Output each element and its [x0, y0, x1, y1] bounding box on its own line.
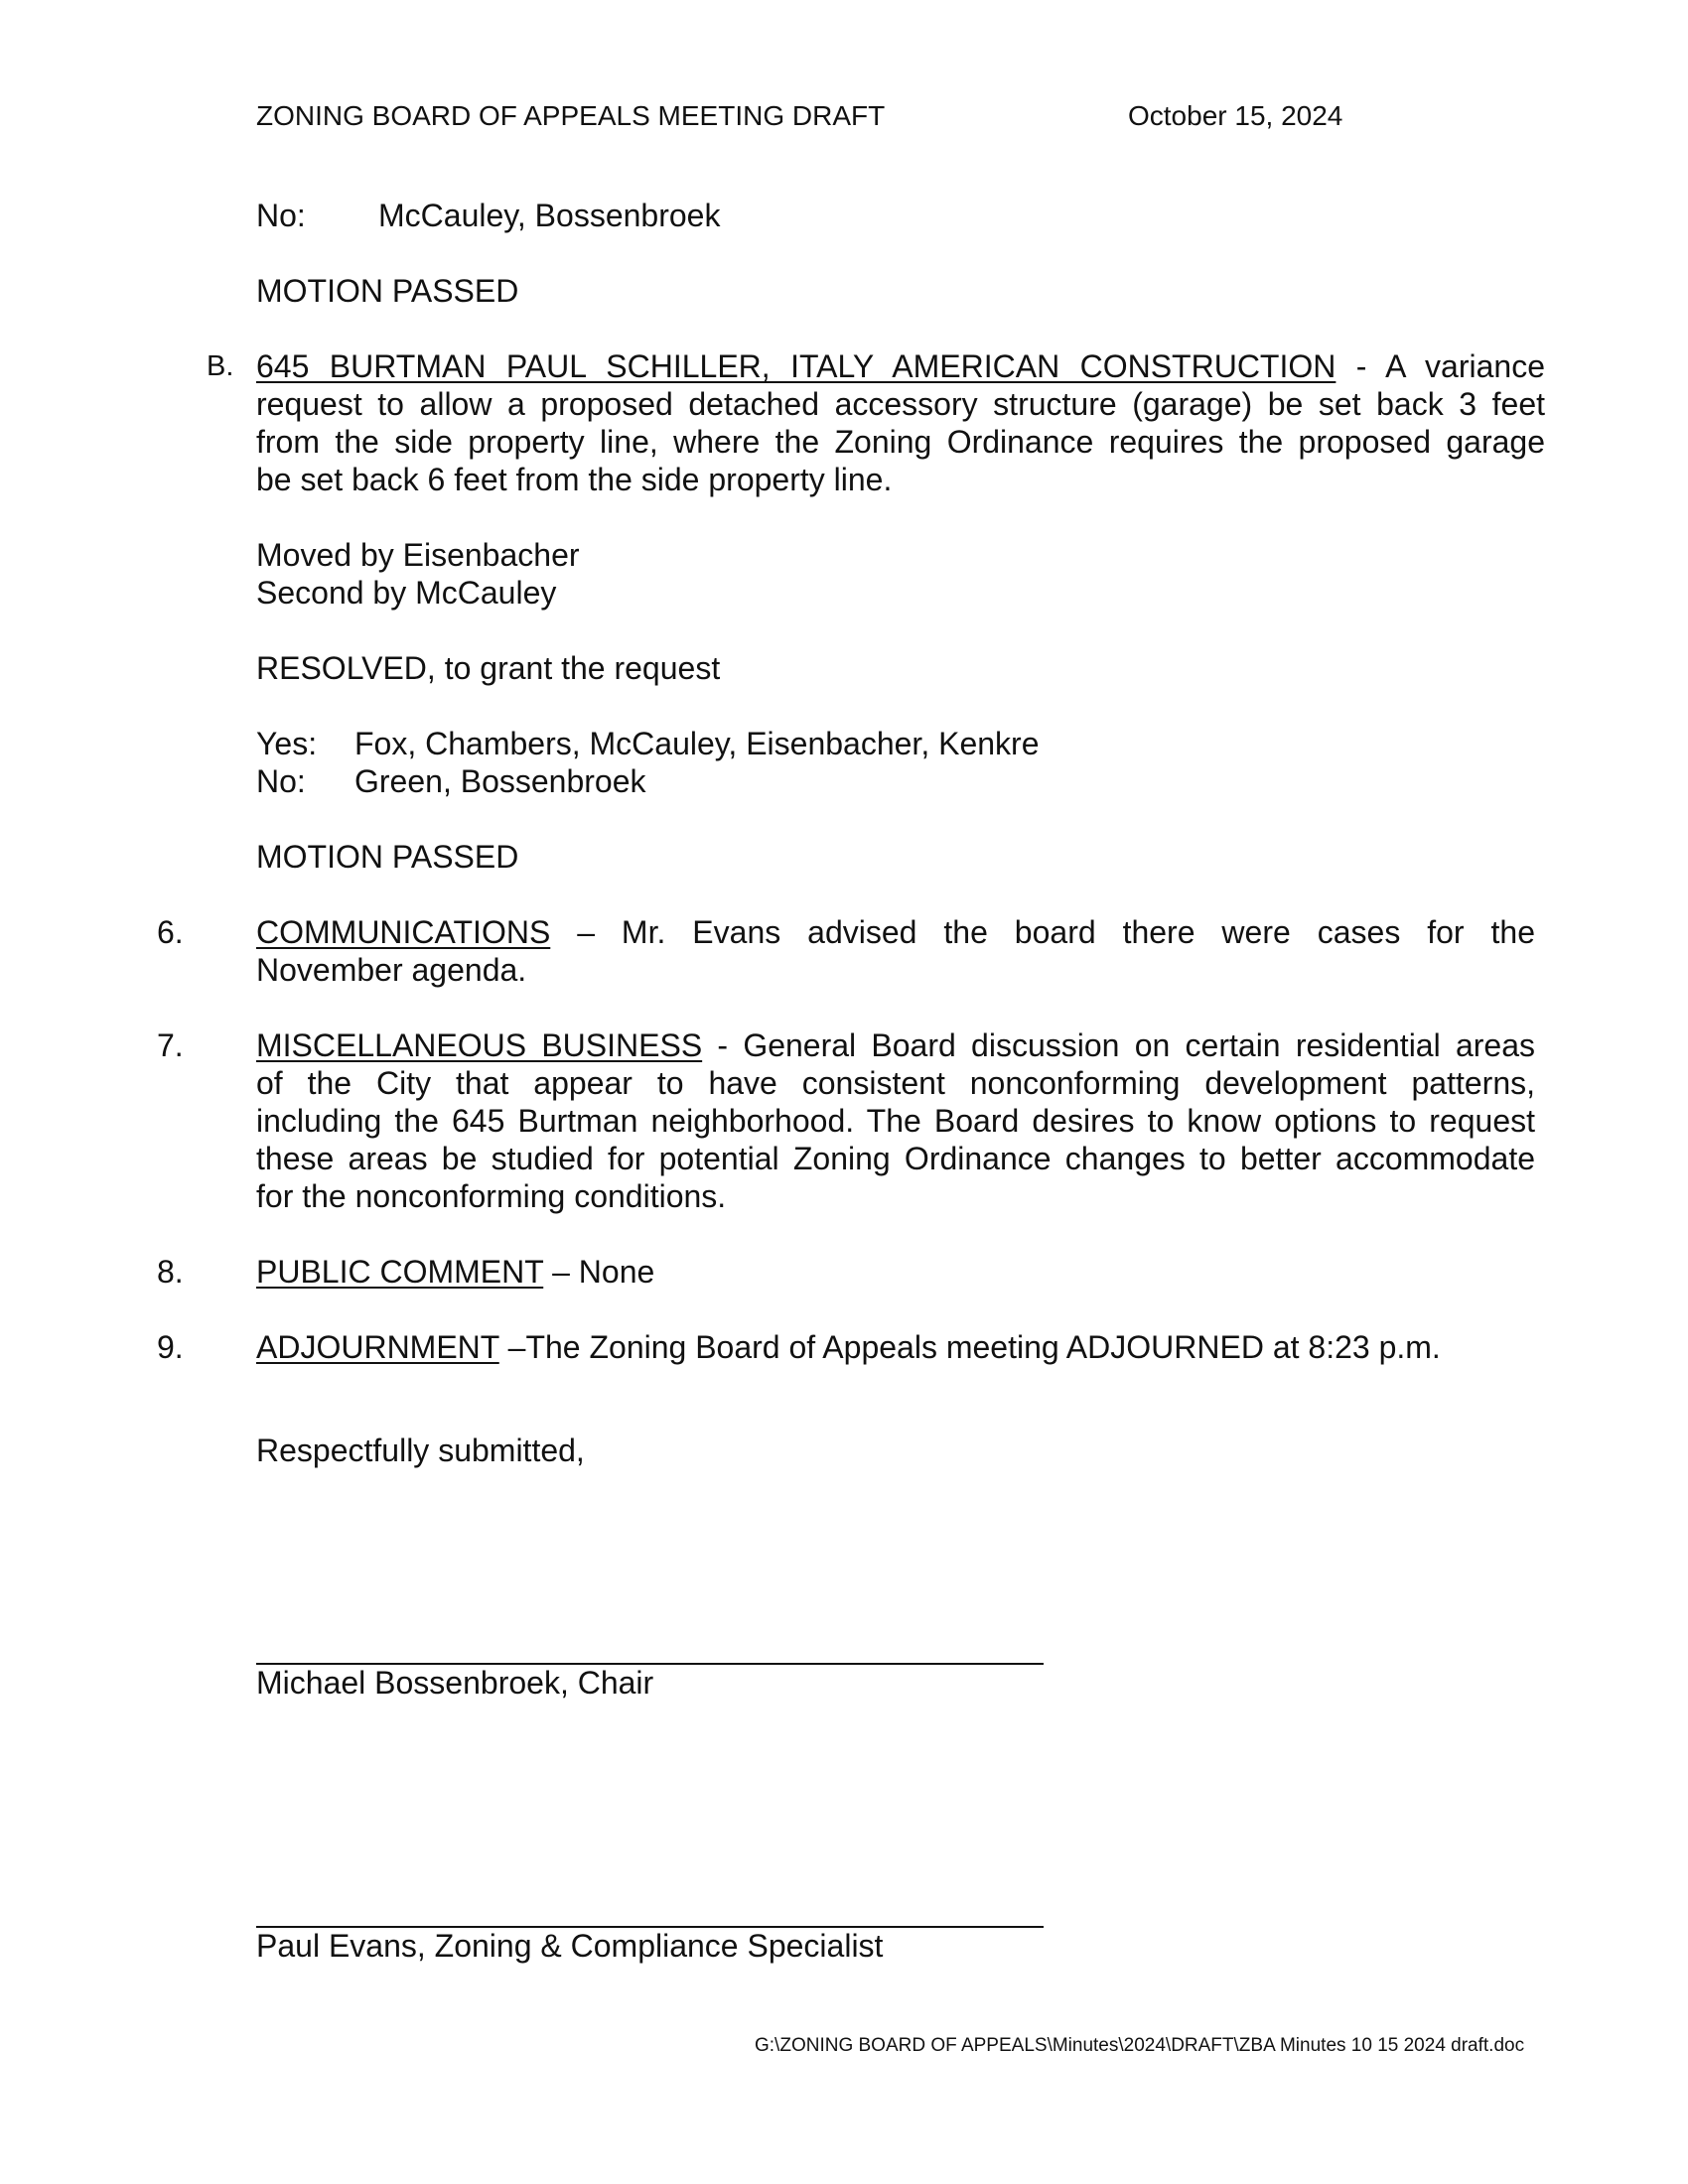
item-8-number: 8. [157, 1254, 184, 1290]
item-b-line-1 [256, 347, 1545, 385]
item-6-line-1 [256, 913, 1535, 951]
item-b-second: Second by McCauley [256, 575, 557, 611]
item-6-line-2: November agenda. [256, 952, 527, 988]
item-7-number: 7. [157, 1027, 184, 1063]
prev-no-names: McCauley, Bossenbroek [378, 198, 721, 233]
document-header-date: October 15, 2024 [1128, 100, 1343, 131]
document-header-title: ZONING BOARD OF APPEALS MEETING DRAFT [256, 100, 886, 131]
item-6-title: COMMUNICATIONS [256, 914, 551, 950]
signature-name-chair: Michael Bossenbroek, Chair [256, 1665, 654, 1701]
item-7-line-5: for the nonconforming conditions. [256, 1178, 727, 1214]
item-6-line1-rest: – Mr. Evans advised the board there were cases for the [550, 914, 1535, 950]
item-7-title: MISCELLANEOUS BUSINESS [256, 1027, 703, 1063]
item-b-title: 645 BURTMAN PAUL SCHILLER, ITALY AMERICAN CONSTRUCTION [256, 348, 1336, 384]
item-9-number: 9. [157, 1329, 184, 1365]
item-b-paragraph [256, 347, 1545, 498]
item-6-paragraph [256, 913, 1535, 989]
item-8-line [256, 1253, 654, 1291]
item-9-rest: –The Zoning Board of Appeals meeting ADJOURNED at 8:23 p.m. [498, 1329, 1441, 1365]
item-9-line [256, 1328, 1441, 1366]
document-file-path: G:\ZONING BOARD OF APPEALS\Minutes\2024\DRAFT\ZBA Minutes 10 15 2024 draft.doc [755, 2035, 1525, 2056]
item-b-yes-label: Yes: [256, 726, 318, 761]
item-b-line-3: from the side property line, where the Zoning Ordinance requires the proposed garage [256, 424, 1545, 460]
item-7-line-3: including the 645 Burtman neighborhood. The Board desires to know options to request [256, 1103, 1535, 1139]
prev-motion-result: MOTION PASSED [256, 273, 519, 309]
item-b-no-label: No: [256, 763, 306, 799]
item-9-title: ADJOURNMENT [256, 1329, 499, 1365]
item-7-paragraph [256, 1026, 1535, 1215]
item-6-number: 6. [157, 914, 184, 950]
signature-name-specialist: Paul Evans, Zoning & Compliance Specialist [256, 1928, 884, 1964]
item-7-line-2: of the City that appear to have consistent nonconforming development patterns, [256, 1065, 1535, 1101]
item-7-line-4: these areas be studied for potential Zoning Ordinance changes to better accommodate [256, 1141, 1535, 1176]
prev-no-label: No: [256, 198, 306, 233]
item-b-motion-result: MOTION PASSED [256, 839, 519, 875]
item-b-line1-rest: - A variance [1336, 348, 1546, 384]
item-8-title: PUBLIC COMMENT [256, 1254, 544, 1290]
item-b-moved: Moved by Eisenbacher [256, 537, 580, 573]
item-b-resolved: RESOLVED, to grant the request [256, 650, 721, 686]
closing-text: Respectfully submitted, [256, 1433, 585, 1468]
item-b-no-names: Green, Bossenbroek [354, 763, 646, 799]
item-b-line-4: be set back 6 feet from the side property line. [256, 462, 893, 497]
item-b-line-2: request to allow a proposed detached accessory structure (garage) be set back 3 feet [256, 386, 1545, 422]
item-b-marker: B. [207, 350, 234, 382]
item-8-rest: – None [543, 1254, 655, 1290]
item-7-line1-rest: - General Board discussion on certain residential areas [702, 1027, 1535, 1063]
item-7-line-1 [256, 1026, 1535, 1064]
item-b-yes-names: Fox, Chambers, McCauley, Eisenbacher, Kenkre [354, 726, 1040, 761]
